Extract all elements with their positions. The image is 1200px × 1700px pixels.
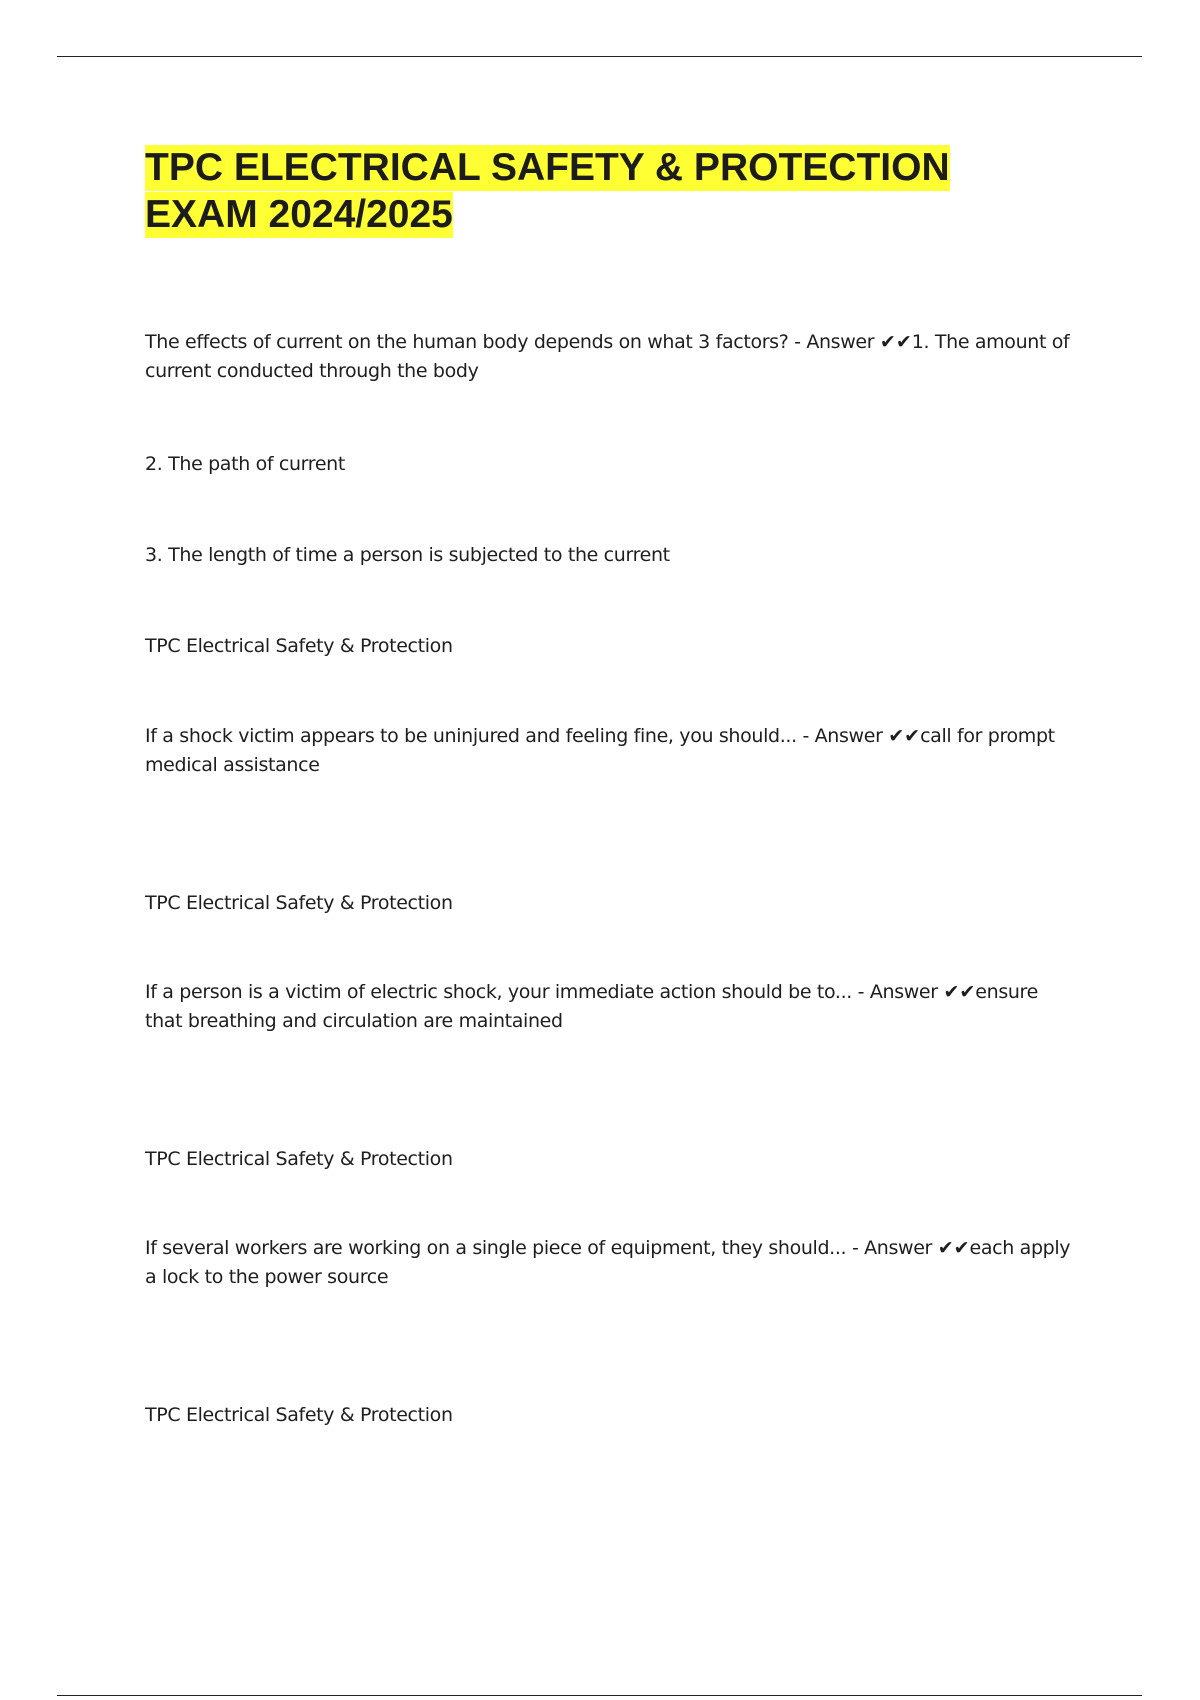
double-check-icon: ✔✔: [937, 1237, 970, 1259]
double-check-icon: ✔✔: [879, 331, 912, 353]
footer-rule: [57, 1695, 1142, 1696]
question-text: The effects of current on the human body depends on what 3 factors? - Answer: [145, 331, 880, 353]
qa-item-current-factors: [145, 328, 1075, 386]
answer-text: ensure that breathing and circulation are maintained: [145, 981, 1038, 1032]
qa-item-several-workers: [145, 1234, 1075, 1292]
question-text: If several workers are working on a single piece of equipment, they should... - Answer: [145, 1237, 938, 1259]
answer-text: call for prompt medical assistance: [145, 725, 1055, 776]
answer-item-time: 3. The length of time a person is subjected to the current: [145, 544, 670, 566]
section-label: TPC Electrical Safety & Protection: [145, 635, 453, 657]
title-line-2: EXAM 2024/2025: [145, 193, 453, 236]
header-rule: [57, 56, 1142, 57]
question-text: If a person is a victim of electric shock, your immediate action should be to... - Answer: [145, 981, 944, 1003]
qa-item-shock-victim: [145, 722, 1075, 780]
double-check-icon: ✔✔: [888, 725, 921, 747]
section-label: TPC Electrical Safety & Protection: [145, 1404, 453, 1426]
answer-item-path: 2. The path of current: [145, 453, 345, 475]
section-label: TPC Electrical Safety & Protection: [145, 1148, 453, 1170]
document-title: [145, 144, 1045, 238]
double-check-icon: ✔✔: [943, 981, 976, 1003]
title-line-1: TPC ELECTRICAL SAFETY & PROTECTION: [145, 146, 950, 189]
qa-item-immediate-action: [145, 978, 1075, 1036]
question-text: If a shock victim appears to be uninjured and feeling fine, you should... - Answer: [145, 725, 889, 747]
section-label: TPC Electrical Safety & Protection: [145, 892, 453, 914]
answer-text: 1. The amount of current conducted through the body: [145, 331, 1070, 382]
answer-text: each apply a lock to the power source: [145, 1237, 1071, 1288]
